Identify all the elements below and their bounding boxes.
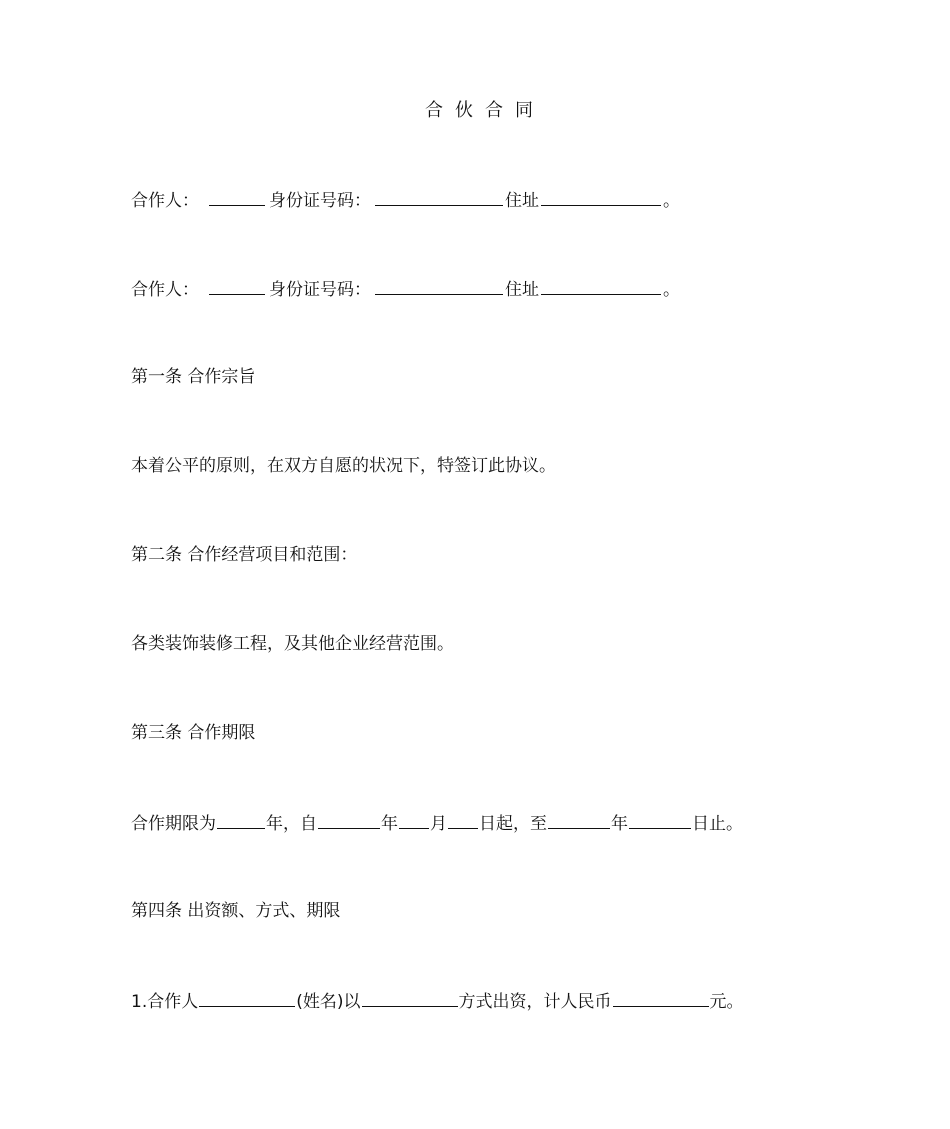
end-year-label: 年 [611,814,628,834]
end-day-blank[interactable] [629,811,691,829]
start-month-label: 月 [430,814,447,834]
article-2-heading: 第二条 合作经营项目和范围： [131,545,358,565]
end-day-label: 日止。 [692,814,743,834]
party-1-id-label: 身份证号码： [269,191,371,211]
document-title: 合伙合同 [425,100,545,121]
start-year-blank[interactable] [318,811,380,829]
party-2-id-blank[interactable] [375,277,503,295]
item-1-method-label: 方式出资，计人民币 [458,992,612,1012]
term-years-blank[interactable] [217,811,265,829]
article-3-heading: 第三条 合作期限 [131,723,256,743]
party-2-line [131,277,680,301]
article-1-body: 本着公平的原则，在双方自愿的状况下，特签订此协议。 [131,456,556,476]
article-4-heading: 第四条 出资额、方式、期限 [131,901,341,921]
start-month-blank[interactable] [399,811,429,829]
term-prefix: 合作期限为 [131,814,216,834]
term-year-from-label: 年，自 [266,814,317,834]
end-year-blank[interactable] [548,811,610,829]
party-2-id-label: 身份证号码： [269,280,371,300]
party-1-end: 。 [663,191,680,211]
party-1-address-blank[interactable] [541,188,661,206]
start-day-label: 日起，至 [479,814,547,834]
article-4-item-1 [131,989,744,1013]
party-1-id-blank[interactable] [375,188,503,206]
party-2-address-blank[interactable] [541,277,661,295]
start-year-label: 年 [381,814,398,834]
party-1-address-label: 住址 [505,191,539,211]
item-1-name-label: (姓名)以 [296,992,361,1012]
article-2-body: 各类装饰装修工程，及其他企业经营范围。 [131,634,454,654]
party-2-label: 合作人： [131,280,199,300]
party-2-address-label: 住址 [505,280,539,300]
party-1-label: 合作人： [131,191,199,211]
item-1-method-blank[interactable] [362,989,458,1007]
item-1-amount-blank[interactable] [613,989,709,1007]
item-1-unit: 元。 [709,992,744,1012]
party-2-end: 。 [663,280,680,300]
article-1-heading: 第一条 合作宗旨 [131,367,256,387]
article-3-term-line [131,811,743,835]
item-1-prefix: 1.合作人 [131,992,199,1012]
start-day-blank[interactable] [448,811,478,829]
item-1-partner-blank[interactable] [199,989,295,1007]
party-1-name-blank[interactable] [209,188,265,206]
party-2-name-blank[interactable] [209,277,265,295]
party-1-line [131,188,680,212]
